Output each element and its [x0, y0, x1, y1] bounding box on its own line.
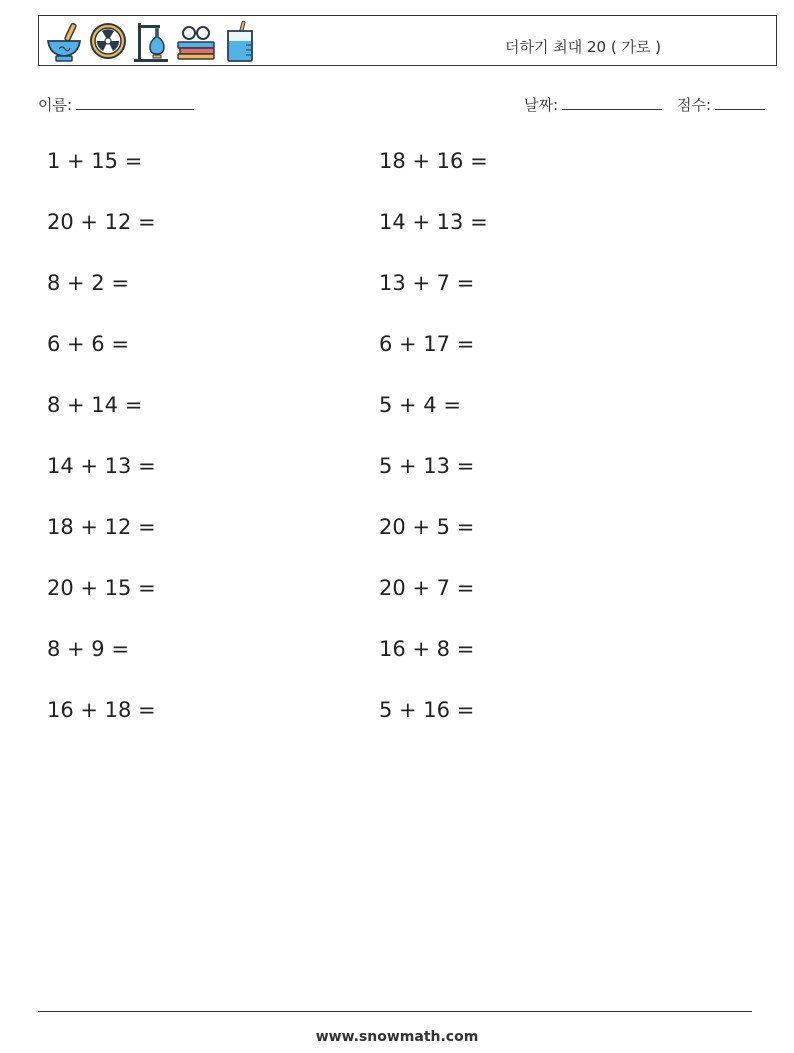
problem-1-left: 1 + 15 =	[47, 149, 143, 173]
problem-2-left: 20 + 12 =	[47, 210, 156, 234]
books-goggles-icon	[176, 19, 216, 63]
problem-8-right: 20 + 7 =	[379, 576, 475, 600]
worksheet-header	[38, 15, 777, 66]
lab-stand-flask-icon	[132, 19, 172, 63]
radiation-icon	[88, 19, 128, 63]
beaker-icon	[220, 19, 260, 63]
problem-1-right: 18 + 16 =	[379, 149, 488, 173]
problem-7-left: 18 + 12 =	[47, 515, 156, 539]
problem-6-right: 5 + 13 =	[379, 454, 475, 478]
problem-6-left: 14 + 13 =	[47, 454, 156, 478]
score-field	[677, 94, 765, 115]
worksheet-title: 더하기 최대 20 ( 가로 )	[505, 38, 662, 56]
date-blank	[562, 95, 662, 110]
score-label: 점수:	[677, 96, 712, 114]
problem-4-left: 6 + 6 =	[47, 332, 129, 356]
problem-9-right: 16 + 8 =	[379, 637, 475, 661]
problem-5-right: 5 + 4 =	[379, 393, 461, 417]
footer-divider	[38, 1011, 752, 1012]
score-blank	[715, 95, 765, 110]
problem-7-right: 20 + 5 =	[379, 515, 475, 539]
mortar-pestle-icon	[44, 19, 84, 63]
header-icons	[44, 19, 260, 63]
problem-4-right: 6 + 17 =	[379, 332, 475, 356]
problem-3-right: 13 + 7 =	[379, 271, 475, 295]
date-field	[524, 94, 662, 115]
problem-3-left: 8 + 2 =	[47, 271, 129, 295]
problem-10-left: 16 + 18 =	[47, 698, 156, 722]
problem-2-right: 14 + 13 =	[379, 210, 488, 234]
name-label: 이름:	[38, 96, 73, 114]
problem-8-left: 20 + 15 =	[47, 576, 156, 600]
problem-5-left: 8 + 14 =	[47, 393, 143, 417]
footer-url: www.snowmath.com	[315, 1029, 479, 1045]
problem-9-left: 8 + 9 =	[47, 637, 129, 661]
problem-10-right: 5 + 16 =	[379, 698, 475, 722]
name-field	[38, 94, 194, 115]
name-blank	[76, 95, 194, 110]
date-label: 날짜:	[524, 96, 559, 114]
